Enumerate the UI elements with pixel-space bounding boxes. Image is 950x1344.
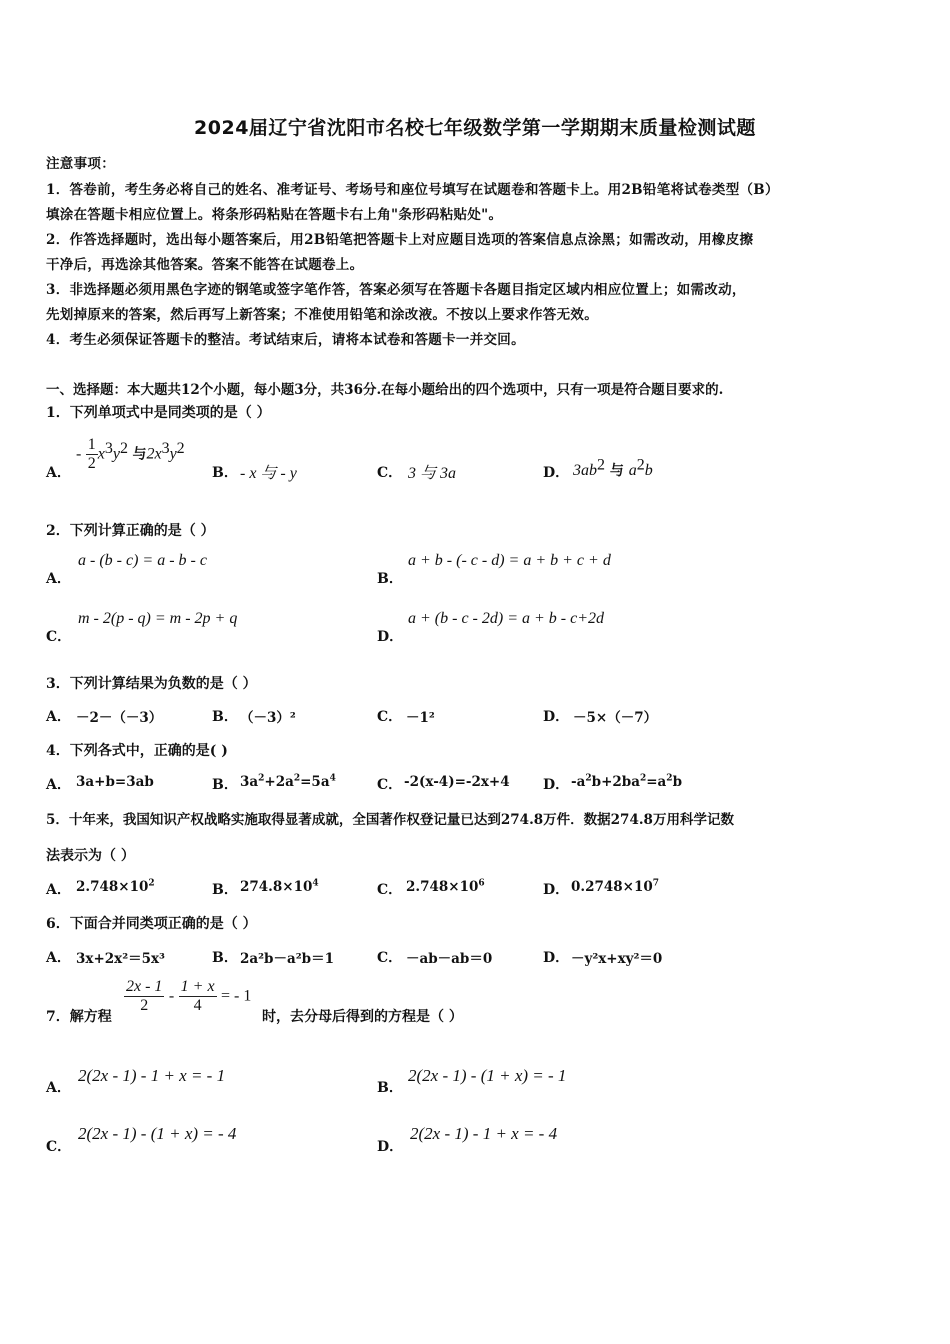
q1-d-exp1: 2: [597, 456, 605, 474]
q1-a-y2: y: [169, 445, 177, 463]
q4-d-part2: b+2ba: [591, 774, 640, 790]
q5-option-d: [571, 879, 659, 895]
q5-c-base: 2.748×10: [406, 879, 479, 895]
question-6-stem: 6．下面合并同类项正确的是（ ）: [46, 916, 257, 932]
q7-option-b-label: B．: [377, 1080, 403, 1096]
q4-b-exp2: 2: [293, 773, 301, 784]
q3-option-c: －1²: [406, 710, 435, 726]
q1-option-d: [573, 456, 653, 480]
q1-a-2x: 2x: [146, 445, 162, 463]
q7-option-d-label: D．: [377, 1139, 404, 1155]
section-heading: 一、选择题：本大题共12个小题，每小题3分，共36分.在每小题给出的四个选项中，只有一项是符合题目要求的.: [46, 382, 724, 398]
q7-minus: -: [168, 987, 175, 1005]
q1-option-c: 3 与 3a: [408, 465, 457, 482]
q4-d-exp3: 2: [666, 773, 673, 784]
q7-option-a-label: A．: [46, 1080, 71, 1096]
q1-a-minus: -: [76, 445, 82, 463]
q1-option-a: [76, 436, 185, 473]
note-2-line-1: 2．作答选择题时，选出每小题答案后，用2B铅笔把答题卡上对应题目选项的答案信息点涂黑；如需改动，用橡皮擦: [46, 232, 754, 248]
q7-fraction-2-denominator: 4: [193, 997, 202, 1014]
q1-option-b: - x 与 - y: [240, 465, 297, 482]
q4-b-part1: 3a: [240, 774, 259, 790]
q1-a-fraction: [86, 436, 98, 473]
q1-d-with: 与: [605, 463, 629, 479]
q2-option-d: a + (b - c - 2d) = a + b - c+2d: [408, 610, 605, 627]
q7-option-c: 2(2x - 1) - (1 + x) = - 4: [78, 1124, 237, 1143]
q1-d-a: a: [628, 462, 637, 479]
q5-option-b-label: B．: [212, 882, 238, 898]
q4-option-a-label: A．: [46, 777, 71, 793]
q5-option-d-label: D．: [543, 882, 570, 898]
question-5-stem-line-2: 法表示为（ ）: [46, 848, 135, 864]
q3-option-d: －5×（－7）: [573, 710, 658, 726]
q5-option-b: [240, 879, 319, 895]
q1-a-x: x: [97, 445, 105, 463]
q6-option-a-label: A．: [46, 950, 71, 966]
q4-d-part4: b: [672, 774, 683, 790]
q4-option-c-label: C．: [377, 777, 403, 793]
note-3-line-2: 先划掉原来的答案，然后再写上新答案；不准使用铅笔和涂改液。不按以上要求作答无效。: [46, 307, 598, 323]
note-2-line-2: 干净后，再选涂其他答案。答案不能答在试题卷上。: [46, 257, 364, 273]
q3-option-a: －2－（－3）: [76, 710, 163, 726]
q4-b-exp1: 2: [258, 773, 265, 784]
q1-option-d-label: D．: [543, 465, 570, 481]
q2-option-b-label: B．: [377, 571, 403, 587]
q6-option-b-label: B．: [212, 950, 238, 966]
q4-d-part3: =a: [646, 774, 667, 790]
question-3-stem: 3．下列计算结果为负数的是（ ）: [46, 676, 257, 692]
note-1-line-1: 1．答卷前，考生务必将自己的姓名、准考证号、考场号和座位号填写在试题卷和答题卡上。用2B铅笔将试卷类型（B）: [46, 182, 779, 198]
q1-d-b: b: [644, 462, 653, 479]
q6-option-c-label: C．: [377, 950, 403, 966]
q3-option-d-label: D．: [543, 709, 570, 725]
q1-d-3ab: 3ab: [573, 462, 597, 479]
q5-d-base: 0.2748×10: [571, 879, 653, 895]
question-1-stem: 1．下列单项式中是同类项的是（ ）: [46, 405, 271, 421]
question-5-stem-line-1: 5．十年来，我国知识产权战略实施取得显著成就，全国著作权登记量已达到274.8万件．数据274.8万用科学记数: [46, 812, 734, 828]
q6-option-d-label: D．: [543, 950, 570, 966]
q1-a-denominator: 2: [87, 455, 96, 472]
q6-option-a: 3x+2x²＝5x³: [76, 951, 165, 967]
q7-fraction-1: [124, 978, 164, 1015]
q5-a-base: 2.748×10: [76, 879, 149, 895]
q7-fraction-2-numerator: 1 + x: [180, 978, 215, 995]
q1-a-exp3: 3: [161, 439, 170, 457]
q4-option-b: [240, 774, 336, 790]
q5-a-exp: 2: [148, 878, 155, 889]
q1-a-with: 与: [132, 446, 147, 463]
q1-a-numerator: 1: [87, 436, 96, 453]
q4-d-part1: -a: [571, 774, 586, 790]
q1-a-exp4: 2: [176, 439, 185, 457]
q6-option-c: －ab－ab＝0: [406, 951, 493, 967]
q1-option-c-label: C．: [377, 465, 403, 481]
q5-c-exp: 6: [478, 878, 485, 889]
q2-option-d-label: D．: [377, 629, 404, 645]
q4-d-exp1: 2: [585, 773, 592, 784]
q4-b-part3: =5a: [300, 774, 330, 790]
q7-fraction-1-numerator: 2x - 1: [126, 978, 163, 995]
page-title: 2024届辽宁省沈阳市名校七年级数学第一学期期末质量检测试题: [194, 117, 756, 139]
q5-option-c-label: C．: [377, 882, 403, 898]
q5-option-c: [406, 879, 485, 895]
question-4-stem: 4．下列各式中，正确的是( ): [46, 743, 228, 759]
q2-option-a: a - (b - c) = a - b - c: [78, 552, 207, 569]
q1-a-exp1: 3: [104, 439, 113, 457]
q7-option-a: 2(2x - 1) - 1 + x = - 1: [78, 1066, 226, 1085]
q6-option-d: －y²x+xy²＝0: [571, 951, 663, 967]
q1-a-exp2: 2: [120, 439, 128, 457]
q5-d-exp: 7: [652, 878, 660, 889]
q7-option-c-label: C．: [46, 1139, 72, 1155]
q4-option-d-label: D．: [543, 777, 570, 793]
q5-option-a: [76, 879, 155, 895]
q5-b-exp: 4: [312, 878, 319, 889]
q7-fraction-2: [179, 978, 217, 1015]
q4-d-exp2: 2: [639, 773, 647, 784]
q7-fraction-1-denominator: 2: [140, 997, 149, 1014]
q1-option-b-label: B．: [212, 465, 238, 481]
q2-option-c-label: C．: [46, 629, 72, 645]
question-2-stem: 2．下列计算正确的是（ ）: [46, 523, 215, 539]
q7-equation: [124, 978, 251, 1015]
q4-option-b-label: B．: [212, 777, 238, 793]
q1-a-y: y: [112, 445, 120, 463]
q3-option-b: （－3）²: [240, 710, 296, 726]
q4-b-part2: +2a: [264, 774, 294, 790]
q7-option-d: 2(2x - 1) - 1 + x = - 4: [410, 1124, 558, 1143]
q3-option-b-label: B．: [212, 709, 238, 725]
note-4: 4．考生必须保证答题卡的整洁。考试结束后，请将本试卷和答题卡一并交回。: [46, 332, 525, 348]
note-3-line-1: 3．非选择题必须用黑色字迹的钢笔或签字笔作答，答案必须写在答题卡各题目指定区域内相应位置上；如需改动，: [46, 282, 746, 298]
q3-option-c-label: C．: [377, 709, 403, 725]
q4-option-c: -2(x-4)=-2x+4: [404, 774, 510, 790]
question-7-stem-prefix: 7．解方程: [46, 1009, 112, 1025]
q3-option-a-label: A．: [46, 709, 71, 725]
q6-option-b: 2a²b－a²b＝1: [240, 951, 334, 967]
q5-b-base: 274.8×10: [240, 879, 313, 895]
q4-option-a: 3a+b=3ab: [76, 774, 154, 790]
note-1-line-2: 填涂在答题卡相应位置上。将条形码粘贴在答题卡右上角"条形码粘贴处"。: [46, 207, 503, 223]
q2-option-b: a + b - (- c - d) = a + b + c + d: [408, 552, 611, 569]
q5-option-a-label: A．: [46, 882, 71, 898]
q2-option-c: m - 2(p - q) = m - 2p + q: [78, 610, 238, 627]
notes-heading: 注意事项：: [46, 156, 115, 172]
q1-option-a-label: A．: [46, 465, 71, 481]
q2-option-a-label: A．: [46, 571, 71, 587]
question-7-stem-suffix: 时，去分母后得到的方程是（ ）: [262, 1009, 463, 1025]
q7-equals: = - 1: [221, 987, 252, 1005]
q4-option-d: [571, 774, 682, 790]
q7-option-b: 2(2x - 1) - (1 + x) = - 1: [408, 1066, 567, 1085]
q4-b-exp3: 4: [329, 773, 336, 784]
q1-d-exp2: 2: [636, 456, 645, 474]
